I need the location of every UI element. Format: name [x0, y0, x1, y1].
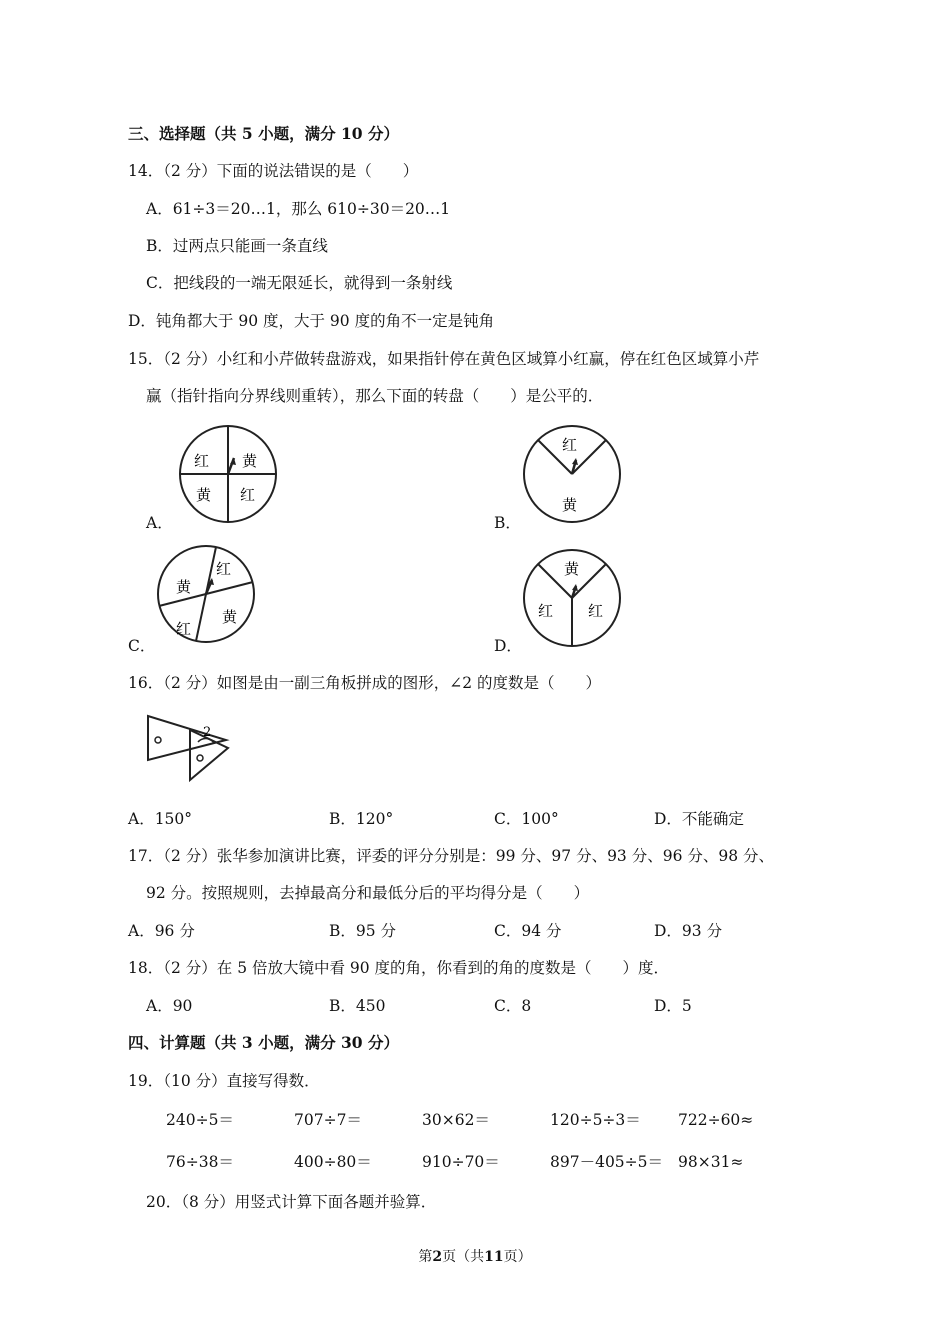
q16-option-c: C．100° — [494, 810, 559, 828]
q20-stem: 20．（8 分）用竖式计算下面各题并验算． — [146, 1193, 437, 1211]
triangle-set-figure — [144, 712, 234, 786]
spinner-a-red-2: 红 — [240, 486, 256, 504]
q15-label-a: A． — [146, 514, 173, 532]
q18-option-c: C．8 — [494, 997, 532, 1015]
footer-suffix: 页） — [503, 1249, 532, 1265]
footer-prefix: 第 — [418, 1249, 433, 1265]
q17-stem-line-2: 92 分。按照规则，去掉最高分和最低分后的平均得分是（ ） — [146, 884, 590, 902]
footer-middle: 页（共 — [442, 1249, 485, 1265]
spinner-c-yellow-1: 黄 — [176, 578, 192, 596]
spinner-c-red-2: 红 — [176, 620, 192, 638]
spinner-b-red: 红 — [562, 436, 578, 454]
q16-option-b: B．120° — [329, 810, 394, 828]
q14-option-b: B．过两点只能画一条直线 — [146, 237, 328, 255]
q19-item: 707÷7＝ — [294, 1111, 362, 1129]
q19-item: 722÷60≈ — [678, 1111, 754, 1129]
angle-2-label: 2 — [203, 725, 212, 740]
spinner-d-red-2: 红 — [588, 602, 604, 620]
spinner-c-yellow-2: 黄 — [222, 608, 238, 626]
q15-label-b: B． — [494, 514, 521, 532]
spinner-b-yellow: 黄 — [562, 496, 578, 514]
page-footer — [0, 1246, 950, 1266]
q16-stem: 16．（2 分）如图是由一副三角板拼成的图形，∠2 的度数是（ ） — [128, 674, 602, 692]
q17-option-d: D．93 分 — [654, 922, 723, 940]
q19-item: 897－405÷5＝ — [550, 1153, 664, 1171]
spinner-c-figure — [154, 544, 260, 648]
spinner-a-figure — [172, 424, 288, 526]
spinner-b-figure — [520, 424, 626, 526]
q19-stem: 19．（10 分）直接写得数． — [128, 1072, 320, 1090]
q14-stem: 14．（2 分）下面的说法错误的是（ ） — [128, 162, 419, 180]
q14-option-a: A．61÷3＝20…1，那么 610÷30＝20…1 — [146, 200, 451, 218]
q17-option-b: B．95 分 — [329, 922, 397, 940]
spinner-a-yellow-2: 黄 — [196, 486, 212, 504]
spinner-d-figure — [520, 548, 626, 650]
q19-item: 240÷5＝ — [166, 1111, 234, 1129]
q19-item: 76÷38＝ — [166, 1153, 234, 1171]
spinner-d-red-1: 红 — [538, 602, 554, 620]
q15-label-d: D． — [494, 637, 522, 655]
q19-item: 120÷5÷3＝ — [550, 1111, 641, 1129]
q17-option-a: A．96 分 — [128, 922, 195, 940]
q14-option-d: D．钝角都大于 90 度，大于 90 度的角不一定是钝角 — [128, 312, 495, 330]
q15-label-c: C． — [128, 637, 156, 655]
q17-option-c: C．94 分 — [494, 922, 562, 940]
spinner-d-yellow: 黄 — [564, 560, 580, 578]
q18-option-b: B．450 — [329, 997, 386, 1015]
q15-stem-line-2: 赢（指针指向分界线则重转），那么下面的转盘（ ）是公平的． — [146, 387, 604, 405]
spinner-a-red-1: 红 — [194, 452, 210, 470]
footer-page-number: 2 — [432, 1249, 443, 1265]
q19-item: 30×62＝ — [422, 1111, 490, 1129]
footer-total-pages: 11 — [484, 1249, 504, 1265]
q15-stem-line-1: 15．（2 分）小红和小芹做转盘游戏，如果指针停在黄色区域算小红赢，停在红色区域算小芹 — [128, 350, 760, 368]
q18-option-a: A．90 — [146, 997, 193, 1015]
spinner-a-yellow-1: 黄 — [242, 452, 258, 470]
section-3-title: 三、选择题（共 5 小题，满分 10 分） — [128, 124, 399, 143]
q19-item: 910÷70＝ — [422, 1153, 500, 1171]
q16-option-d: D．不能确定 — [654, 810, 744, 828]
q19-item: 400÷80＝ — [294, 1153, 372, 1171]
q14-option-c: C．把线段的一端无限延长，就得到一条射线 — [146, 274, 453, 292]
q18-option-d: D．5 — [654, 997, 692, 1015]
section-4-title: 四、计算题（共 3 小题，满分 30 分） — [128, 1033, 399, 1052]
q18-stem: 18．（2 分）在 5 倍放大镜中看 90 度的角，你看到的角的度数是（ ）度． — [128, 959, 670, 977]
q16-option-a: A．150° — [128, 810, 193, 828]
spinner-c-red-1: 红 — [216, 560, 232, 578]
q17-stem-line-1: 17．（2 分）张华参加演讲比赛，评委的评分分别是：99 分、97 分、93 分、96 分、98 分、 — [128, 847, 775, 865]
q19-item: 98×31≈ — [678, 1153, 744, 1171]
